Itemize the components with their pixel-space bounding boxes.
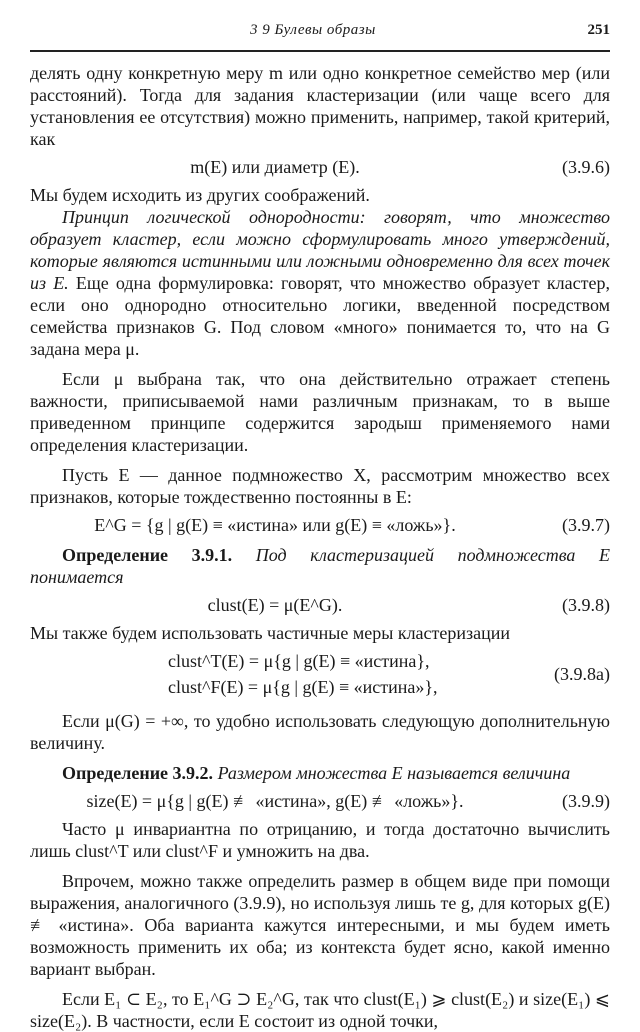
paragraph-8: Часто μ инвариантна по отрицанию, и тогда достаточно вычислить лишь clust^T или clust^F и умножить на два. [30,819,610,861]
equation-3-9-7 [30,514,610,536]
equation-expression: E^G = {g | g(E) ≡ «истина» или g(E) ≡ «ложь»}. [94,515,456,535]
paragraph-4: Если μ выбрана так, что она действительно отражает степень важности, приписываемой нами различным признакам, то в выше приведенном принципе содержится зародыш применяемого нами определения кластеризации. [30,369,610,455]
equation-number: (3.9.8) [562,595,610,615]
equation-3-9-8 [30,594,610,616]
equation-number: (3.9.8a) [554,664,610,684]
equation-3-9-8a [30,648,610,700]
definition-heading: Определение 3.9.1. [62,545,233,565]
definition-3-9-2 [30,762,610,784]
paragraph-3-rest: Еще одна формулировка: говорят, что множество образует кластер, если оно однородно относительно логики, введенной посредством семейства признаков G. Под словом «много» понимается то, что на G задана мера μ. [30,273,610,359]
paragraph-6: Мы также будем использовать частичные меры кластеризации [30,623,511,643]
header-rule [30,50,610,52]
principle-statement: Принцип логической однородности: говорят, что множество образует кластер, если можно сформулировать много утверждений, которые являются истинными или ложными одновременно для всех точек из E. [30,207,610,293]
equation-3-9-9 [30,790,610,812]
paragraph-5: Пусть E — данное подмножество X, рассмотрим множество всех признаков, которые тождественно постоянны в E: [30,465,610,507]
equation-number: (3.9.6) [562,157,610,177]
chapter-title: 3 9 Булевы образы [250,22,376,38]
running-header [30,22,610,44]
equation-expression: size(E) = μ{g | g(E) ≢ «истина», g(E) ≢ «ложь»}. [86,791,464,811]
equation-lines [168,648,438,700]
equation-line-2: clust^F(E) = μ{g | g(E) ≡ «истина»}, [168,677,438,697]
book-page [30,22,610,1032]
equation-expression: clust(E) = μ(E^G). [207,595,343,615]
page-number: 251 [587,22,610,38]
paragraph-1: делять одну конкретную меру m или одно конкретное семейство мер (или расстояний). Тогда для задания кластеризации (или чаще всего для установления ее отсутствия) можно применить, например, такой критерий, как [30,63,610,149]
paragraph-7: Если μ(G) = +∞, то удобно использовать следующую дополнительную величину. [30,711,610,753]
paragraph-9: Впрочем, можно также определить размер в общем виде при помощи выражения, аналогичного (3.9.9), но используя лишь те g, для которых g(E) ≢ «истина». Оба варианта кажутся интересными, и мы будем иметь возможность применить их оба; из контекста будет ясно, какой именно вариант выбран. [30,871,610,979]
definition-text: Размером множества E называется величина [213,763,571,783]
definition-text: Под кластеризацией подмножества E понимается [30,545,610,587]
equation-number: (3.9.9) [562,791,610,811]
paragraph-3 [30,206,610,360]
equation-expression: m(E) или диаметр (E). [190,157,360,177]
equation-line-1: clust^T(E) = μ{g | g(E) ≡ «истина}, [168,651,430,671]
definition-heading: Определение 3.9.2. [62,763,214,783]
paragraph-10: Если E₁ ⊂ E₂, то E₁^G ⊃ E₂^G, так что clust(E₁) ⩾ clust(E₂) и size(E₁) ⩽ size(E₂). В частности, если E состоит из одной точки, [30,989,610,1031]
equation-number: (3.9.7) [562,515,610,535]
definition-3-9-1 [30,544,610,588]
equation-3-9-6 [30,156,610,178]
paragraph-2: Мы будем исходить из других соображений. [30,185,370,205]
